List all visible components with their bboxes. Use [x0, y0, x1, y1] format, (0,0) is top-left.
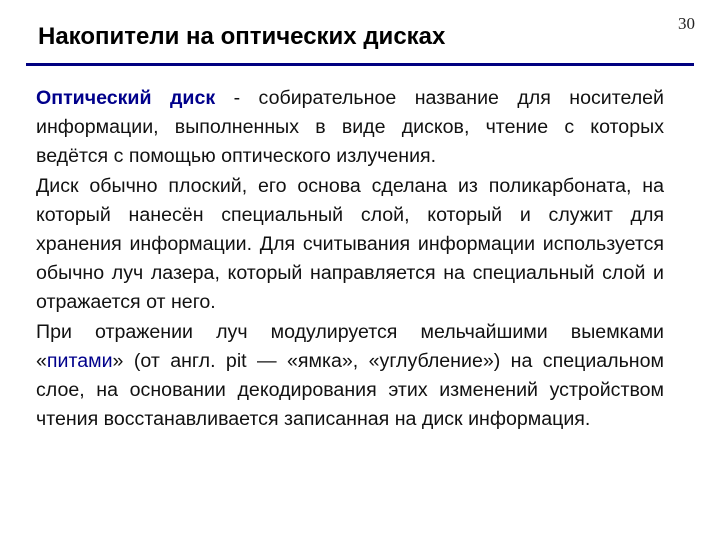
paragraph-structure: Диск обычно плоский, его основа сделана из поликарбоната, на который нанесён специальный слой, который и служит для хранения информации. Для считывания информации используется обычно луч лазера, который направляется на специальный слой и отражается от него.	[36, 174, 664, 314]
definition-text: - собирательное название для носителей информации, выполненных в виде дисков, чтение с которых ведётся с помощью оптического излучения.	[36, 87, 665, 168]
title-underline	[26, 63, 694, 66]
defined-term: Оптический диск	[36, 87, 216, 109]
reading-text-end: » (от англ. pit — «ямка», «углубление») на специальном слое, на основании декодирования этих изменений устройством чтения восстанавливается записанная на диск информация.	[36, 349, 664, 431]
paragraph-definition	[36, 84, 664, 172]
slide-body	[36, 84, 664, 434]
reading-text-start: При отражении луч модулируется мельчайшими выемками «	[36, 320, 664, 372]
highlighted-term: питами	[46, 349, 113, 372]
slide-number: 30	[678, 14, 695, 33]
paragraph-reading	[36, 318, 664, 435]
slide-title: Накопители на оптических дисках	[38, 23, 446, 50]
